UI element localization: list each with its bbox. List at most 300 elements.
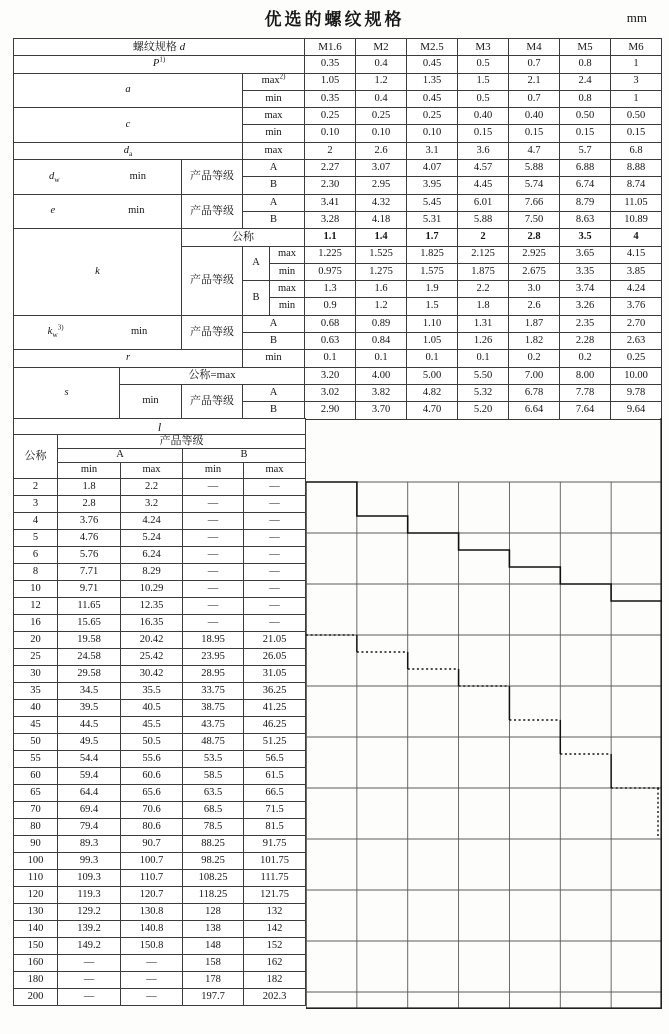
length-value-cell: 21.05 xyxy=(244,632,306,649)
value-cell: 0.15 xyxy=(611,125,662,142)
value-cell: 2.675 xyxy=(509,263,560,280)
value-cell: 2.30 xyxy=(305,177,356,194)
length-row xyxy=(14,513,306,530)
length-value-cell: 1.8 xyxy=(58,479,121,496)
value-cell: 3.74 xyxy=(560,281,611,298)
length-value-cell: 8.29 xyxy=(121,564,183,581)
value-cell: 1.05 xyxy=(305,73,356,90)
length-value-cell: — xyxy=(244,564,306,581)
length-row xyxy=(14,921,306,938)
length-value-cell: — xyxy=(183,513,244,530)
length-value-cell: 101.75 xyxy=(244,853,306,870)
value-cell: M1.6 xyxy=(305,39,356,56)
length-row xyxy=(14,785,306,802)
length-nominal-cell: 30 xyxy=(14,666,58,683)
k-A-min-label: min xyxy=(270,263,305,280)
length-value-cell: 202.3 xyxy=(244,989,306,1006)
l-grade-label: 产品等级 xyxy=(58,435,306,449)
k-A-max-label: max xyxy=(270,246,305,263)
length-value-cell: 120.7 xyxy=(121,887,183,904)
length-nominal-cell: 60 xyxy=(14,768,58,785)
value-cell: 1.5 xyxy=(407,298,458,315)
length-nominal-cell: 110 xyxy=(14,870,58,887)
length-value-cell: 9.71 xyxy=(58,581,121,598)
length-value-cell: 11.65 xyxy=(58,598,121,615)
value-cell: 3.70 xyxy=(356,402,407,419)
length-value-cell: 12.35 xyxy=(121,598,183,615)
value-cell: 0.45 xyxy=(407,56,458,73)
value-cell: 5.88 xyxy=(458,211,509,228)
length-value-cell: — xyxy=(244,598,306,615)
value-cell: 3.76 xyxy=(611,298,662,315)
s-nominal-max-label: 公称=max xyxy=(120,367,305,384)
length-row xyxy=(14,870,306,887)
dw-grade-A: A xyxy=(243,160,305,177)
length-value-cell: 61.5 xyxy=(244,768,306,785)
value-cell: 1.875 xyxy=(458,263,509,280)
length-row xyxy=(14,479,306,496)
length-nominal-cell: 120 xyxy=(14,887,58,904)
length-value-cell: — xyxy=(183,598,244,615)
length-value-cell: 4.24 xyxy=(121,513,183,530)
dw-grade-B: B xyxy=(243,177,305,194)
value-cell: M5 xyxy=(560,39,611,56)
e-grade-label: 产品等级 xyxy=(182,194,243,229)
length-value-cell: 142 xyxy=(244,921,306,938)
l-label: l xyxy=(14,419,306,435)
k-label: k xyxy=(14,229,182,315)
value-cell: 2.2 xyxy=(458,281,509,298)
length-value-cell: — xyxy=(121,989,183,1006)
e-grade-B: B xyxy=(243,211,305,228)
l-B-min-label: min xyxy=(183,463,244,479)
length-nominal-cell: 140 xyxy=(14,921,58,938)
row-kw-A xyxy=(14,315,662,332)
row-c-max xyxy=(14,108,662,125)
length-value-cell: 70.6 xyxy=(121,802,183,819)
length-value-cell: 63.5 xyxy=(183,785,244,802)
length-value-cell: 89.3 xyxy=(58,836,121,853)
length-value-cell: 16.35 xyxy=(121,615,183,632)
length-value-cell: 149.2 xyxy=(58,938,121,955)
length-row xyxy=(14,836,306,853)
length-value-cell: 132 xyxy=(244,904,306,921)
length-value-cell: 59.4 xyxy=(58,768,121,785)
value-cell: 8.79 xyxy=(560,194,611,211)
length-value-cell: 79.4 xyxy=(58,819,121,836)
value-cell: 1.3 xyxy=(305,281,356,298)
length-value-cell: 3.76 xyxy=(58,513,121,530)
value-cell: 1.6 xyxy=(356,281,407,298)
length-value-cell: 51.25 xyxy=(244,734,306,751)
row-da-max xyxy=(14,142,662,159)
length-value-cell: 5.24 xyxy=(121,530,183,547)
value-cell: 0.40 xyxy=(509,108,560,125)
length-nominal-cell: 20 xyxy=(14,632,58,649)
value-cell: 1.31 xyxy=(458,315,509,332)
value-cell: 0.25 xyxy=(611,350,662,367)
spec-d-label: 螺纹规格 d xyxy=(14,39,305,56)
length-value-cell: 150.8 xyxy=(121,938,183,955)
length-nominal-cell: 35 xyxy=(14,683,58,700)
length-row xyxy=(14,496,306,513)
length-value-cell: — xyxy=(58,955,121,972)
k-B-min-label: min xyxy=(270,298,305,315)
length-value-cell: 99.3 xyxy=(58,853,121,870)
length-value-cell: 48.75 xyxy=(183,734,244,751)
value-cell: 4.57 xyxy=(458,160,509,177)
row-e-A xyxy=(14,194,662,211)
length-nominal-cell: 180 xyxy=(14,972,58,989)
length-row xyxy=(14,530,306,547)
length-row xyxy=(14,581,306,598)
length-value-cell: 44.5 xyxy=(58,717,121,734)
row-s-nominal xyxy=(14,367,662,384)
value-cell: 1.8 xyxy=(458,298,509,315)
value-cell: 1.5 xyxy=(458,73,509,90)
s-grade-A: A xyxy=(243,384,305,401)
value-cell: 0.25 xyxy=(356,108,407,125)
value-cell: 0.10 xyxy=(407,125,458,142)
length-value-cell: — xyxy=(183,547,244,564)
length-nominal-cell: 150 xyxy=(14,938,58,955)
a-max-label: $\max^{2)}$ xyxy=(243,73,305,90)
length-nominal-cell: 90 xyxy=(14,836,58,853)
length-nominal-cell: 5 xyxy=(14,530,58,547)
length-value-cell: — xyxy=(183,496,244,513)
length-value-cell: 40.5 xyxy=(121,700,183,717)
length-value-cell: 69.4 xyxy=(58,802,121,819)
value-cell: 5.20 xyxy=(458,402,509,419)
value-cell: 5.00 xyxy=(407,367,458,384)
length-value-cell: 50.5 xyxy=(121,734,183,751)
value-cell: 1.26 xyxy=(458,333,509,350)
length-row xyxy=(14,955,306,972)
length-value-cell: 46.25 xyxy=(244,717,306,734)
length-value-cell: 3.2 xyxy=(121,496,183,513)
length-value-cell: 91.75 xyxy=(244,836,306,853)
value-cell: 3.28 xyxy=(305,211,356,228)
value-cell: 8.63 xyxy=(560,211,611,228)
s-min-label: min xyxy=(120,384,182,419)
value-cell: 0.5 xyxy=(458,56,509,73)
l-grade-A: A xyxy=(58,449,183,463)
value-cell: 0.1 xyxy=(407,350,458,367)
value-cell: 0.8 xyxy=(560,56,611,73)
length-value-cell: — xyxy=(244,496,306,513)
value-cell: 2 xyxy=(458,229,509,246)
value-cell: 0.35 xyxy=(305,90,356,107)
row-k-nominal xyxy=(14,229,662,246)
row-thread-spec xyxy=(14,39,662,56)
value-cell: 2.35 xyxy=(560,315,611,332)
value-cell: 2 xyxy=(305,142,356,159)
value-cell: 0.84 xyxy=(356,333,407,350)
length-nominal-cell: 70 xyxy=(14,802,58,819)
value-cell: 2.6 xyxy=(356,142,407,159)
min-length-step-line xyxy=(306,482,662,601)
length-nominal-cell: 10 xyxy=(14,581,58,598)
length-value-cell: 119.3 xyxy=(58,887,121,904)
value-cell: 1.2 xyxy=(356,73,407,90)
length-nominal-cell: 25 xyxy=(14,649,58,666)
value-cell: 5.88 xyxy=(509,160,560,177)
length-nominal-cell: 40 xyxy=(14,700,58,717)
value-cell: 5.32 xyxy=(458,384,509,401)
length-value-cell: 20.42 xyxy=(121,632,183,649)
value-cell: 0.68 xyxy=(305,315,356,332)
value-cell: 0.15 xyxy=(560,125,611,142)
value-cell: 1.2 xyxy=(356,298,407,315)
value-cell: 4.18 xyxy=(356,211,407,228)
length-value-cell: 128 xyxy=(183,904,244,921)
length-nominal-cell: 50 xyxy=(14,734,58,751)
length-row xyxy=(14,751,306,768)
e-grade-A: A xyxy=(243,194,305,211)
value-cell: 7.50 xyxy=(509,211,560,228)
length-row xyxy=(14,819,306,836)
value-cell: 1 xyxy=(611,90,662,107)
value-cell: 3.41 xyxy=(305,194,356,211)
length-value-cell: — xyxy=(183,581,244,598)
value-cell: 4.45 xyxy=(458,177,509,194)
length-value-cell: — xyxy=(244,547,306,564)
row-a-max xyxy=(14,73,662,90)
l-B-max-label: max xyxy=(244,463,306,479)
kw-grade-B: B xyxy=(243,333,305,350)
length-value-cell: 68.5 xyxy=(183,802,244,819)
value-cell: 1.35 xyxy=(407,73,458,90)
length-nominal-cell: 3 xyxy=(14,496,58,513)
value-cell: 7.66 xyxy=(509,194,560,211)
value-cell: 3.82 xyxy=(356,384,407,401)
dw-label: $d_w$ min xyxy=(14,160,182,195)
length-row xyxy=(14,904,306,921)
value-cell: 3.85 xyxy=(611,263,662,280)
length-value-cell: 54.4 xyxy=(58,751,121,768)
length-value-cell: 55.6 xyxy=(121,751,183,768)
value-cell: 3.02 xyxy=(305,384,356,401)
length-nominal-cell: 55 xyxy=(14,751,58,768)
length-value-cell: — xyxy=(58,989,121,1006)
length-nominal-cell: 65 xyxy=(14,785,58,802)
value-cell: 1.525 xyxy=(356,246,407,263)
length-nominal-cell: 45 xyxy=(14,717,58,734)
value-cell: 10.89 xyxy=(611,211,662,228)
length-value-cell: 30.42 xyxy=(121,666,183,683)
length-value-cell: 130.8 xyxy=(121,904,183,921)
k-B-max-label: max xyxy=(270,281,305,298)
value-cell: 0.2 xyxy=(560,350,611,367)
value-cell: 0.975 xyxy=(305,263,356,280)
s-label: s xyxy=(14,367,120,419)
length-nominal-cell: 80 xyxy=(14,819,58,836)
value-cell: 2.1 xyxy=(509,73,560,90)
value-cell: 6.78 xyxy=(509,384,560,401)
value-cell: 0.1 xyxy=(305,350,356,367)
value-cell: M2.5 xyxy=(407,39,458,56)
length-row xyxy=(14,887,306,904)
value-cell: 4.15 xyxy=(611,246,662,263)
value-cell: 0.1 xyxy=(356,350,407,367)
value-cell: 0.9 xyxy=(305,298,356,315)
l-A-max-label: max xyxy=(121,463,183,479)
value-cell: 7.00 xyxy=(509,367,560,384)
value-cell: 0.89 xyxy=(356,315,407,332)
da-label: $d_a$ xyxy=(14,142,243,159)
kw-grade-label: 产品等级 xyxy=(182,315,243,350)
length-value-cell: 81.5 xyxy=(244,819,306,836)
length-value-cell: 35.5 xyxy=(121,683,183,700)
value-cell: 4.7 xyxy=(509,142,560,159)
length-value-cell: 19.58 xyxy=(58,632,121,649)
value-cell: M3 xyxy=(458,39,509,56)
r-min-label: min xyxy=(243,350,305,367)
value-cell: 4.32 xyxy=(356,194,407,211)
length-row xyxy=(14,632,306,649)
length-value-cell: 53.5 xyxy=(183,751,244,768)
length-value-cell: — xyxy=(121,972,183,989)
value-cell: 1.7 xyxy=(407,229,458,246)
value-cell: 2.63 xyxy=(611,333,662,350)
value-cell: 0.8 xyxy=(560,90,611,107)
length-value-cell: — xyxy=(244,615,306,632)
length-value-cell: 2.2 xyxy=(121,479,183,496)
value-cell: 0.1 xyxy=(458,350,509,367)
value-cell: 7.78 xyxy=(560,384,611,401)
length-row xyxy=(14,989,306,1006)
kw-label: $k_w^{3)}$ min xyxy=(14,315,182,350)
value-cell: 0.5 xyxy=(458,90,509,107)
value-cell: 4 xyxy=(611,229,662,246)
length-nominal-cell: 12 xyxy=(14,598,58,615)
length-value-cell: — xyxy=(183,564,244,581)
length-value-cell: 197.7 xyxy=(183,989,244,1006)
length-value-cell: 43.75 xyxy=(183,717,244,734)
length-range-chart xyxy=(306,418,662,1010)
l-grade-B: B xyxy=(183,449,306,463)
length-row xyxy=(14,615,306,632)
length-value-cell: 34.5 xyxy=(58,683,121,700)
length-value-cell: 10.29 xyxy=(121,581,183,598)
length-value-cell: 100.7 xyxy=(121,853,183,870)
length-value-cell: 15.65 xyxy=(58,615,121,632)
value-cell: M4 xyxy=(509,39,560,56)
value-cell: 1.1 xyxy=(305,229,356,246)
a-label: a xyxy=(14,73,243,108)
value-cell: M6 xyxy=(611,39,662,56)
value-cell: 0.4 xyxy=(356,90,407,107)
length-value-cell: 140.8 xyxy=(121,921,183,938)
length-nominal-cell: 16 xyxy=(14,615,58,632)
value-cell: 0.25 xyxy=(305,108,356,125)
value-cell: 3.26 xyxy=(560,298,611,315)
length-value-cell: 118.25 xyxy=(183,887,244,904)
value-cell: 1.05 xyxy=(407,333,458,350)
length-value-cell: 78.5 xyxy=(183,819,244,836)
row-r-min xyxy=(14,350,662,367)
length-value-cell: 25.42 xyxy=(121,649,183,666)
length-value-cell: 2.8 xyxy=(58,496,121,513)
r-label: r xyxy=(14,350,243,367)
value-cell: 5.74 xyxy=(509,177,560,194)
length-value-cell: 64.4 xyxy=(58,785,121,802)
value-cell: 6.01 xyxy=(458,194,509,211)
value-cell: 2.95 xyxy=(356,177,407,194)
value-cell: 2.28 xyxy=(560,333,611,350)
s-grade-B: B xyxy=(243,402,305,419)
length-nominal-cell: 6 xyxy=(14,547,58,564)
value-cell: 7.64 xyxy=(560,402,611,419)
a-min-label: min xyxy=(243,90,305,107)
value-cell: 0.2 xyxy=(509,350,560,367)
length-value-cell: 139.2 xyxy=(58,921,121,938)
length-row xyxy=(14,938,306,955)
value-cell: 2.8 xyxy=(509,229,560,246)
length-row xyxy=(14,564,306,581)
length-row xyxy=(14,853,306,870)
length-value-cell: 60.6 xyxy=(121,768,183,785)
length-table-body xyxy=(14,479,306,1006)
value-cell: M2 xyxy=(356,39,407,56)
length-row xyxy=(14,768,306,785)
value-cell: 0.50 xyxy=(560,108,611,125)
length-value-cell: 5.76 xyxy=(58,547,121,564)
value-cell: 2.4 xyxy=(560,73,611,90)
length-nominal-cell: 200 xyxy=(14,989,58,1006)
length-row xyxy=(14,802,306,819)
length-value-cell: 158 xyxy=(183,955,244,972)
pitch-label: $P^{1)}$ xyxy=(14,56,305,73)
value-cell: 0.4 xyxy=(356,56,407,73)
length-value-cell: 49.5 xyxy=(58,734,121,751)
value-cell: 9.64 xyxy=(611,402,662,419)
length-value-cell: — xyxy=(121,955,183,972)
value-cell: 1 xyxy=(611,56,662,73)
value-cell: 3.65 xyxy=(560,246,611,263)
length-nominal-cell: 8 xyxy=(14,564,58,581)
value-cell: 0.63 xyxy=(305,333,356,350)
length-value-cell: — xyxy=(244,513,306,530)
length-row xyxy=(14,683,306,700)
length-value-cell: — xyxy=(244,479,306,496)
value-cell: 0.10 xyxy=(356,125,407,142)
value-cell: 3.5 xyxy=(560,229,611,246)
value-cell: 2.70 xyxy=(611,315,662,332)
da-max-label: max xyxy=(243,142,305,159)
length-nominal-cell: 2 xyxy=(14,479,58,496)
length-value-cell: 162 xyxy=(244,955,306,972)
length-value-cell: — xyxy=(244,581,306,598)
value-cell: 3.1 xyxy=(407,142,458,159)
length-value-cell: 152 xyxy=(244,938,306,955)
value-cell: 5.7 xyxy=(560,142,611,159)
value-cell: 1.825 xyxy=(407,246,458,263)
length-value-cell: — xyxy=(183,479,244,496)
length-value-cell: 66.5 xyxy=(244,785,306,802)
k-grade-label: 产品等级 xyxy=(182,246,243,315)
length-value-cell: 31.05 xyxy=(244,666,306,683)
value-cell: 3.6 xyxy=(458,142,509,159)
length-value-cell: 121.75 xyxy=(244,887,306,904)
length-value-cell: 90.7 xyxy=(121,836,183,853)
length-value-cell: 182 xyxy=(244,972,306,989)
spec-table xyxy=(13,38,662,420)
k-grade-B: B xyxy=(243,281,270,316)
length-value-cell: 29.58 xyxy=(58,666,121,683)
page-title: 优选的螺纹规格 xyxy=(264,10,405,29)
length-nominal-cell: 100 xyxy=(14,853,58,870)
